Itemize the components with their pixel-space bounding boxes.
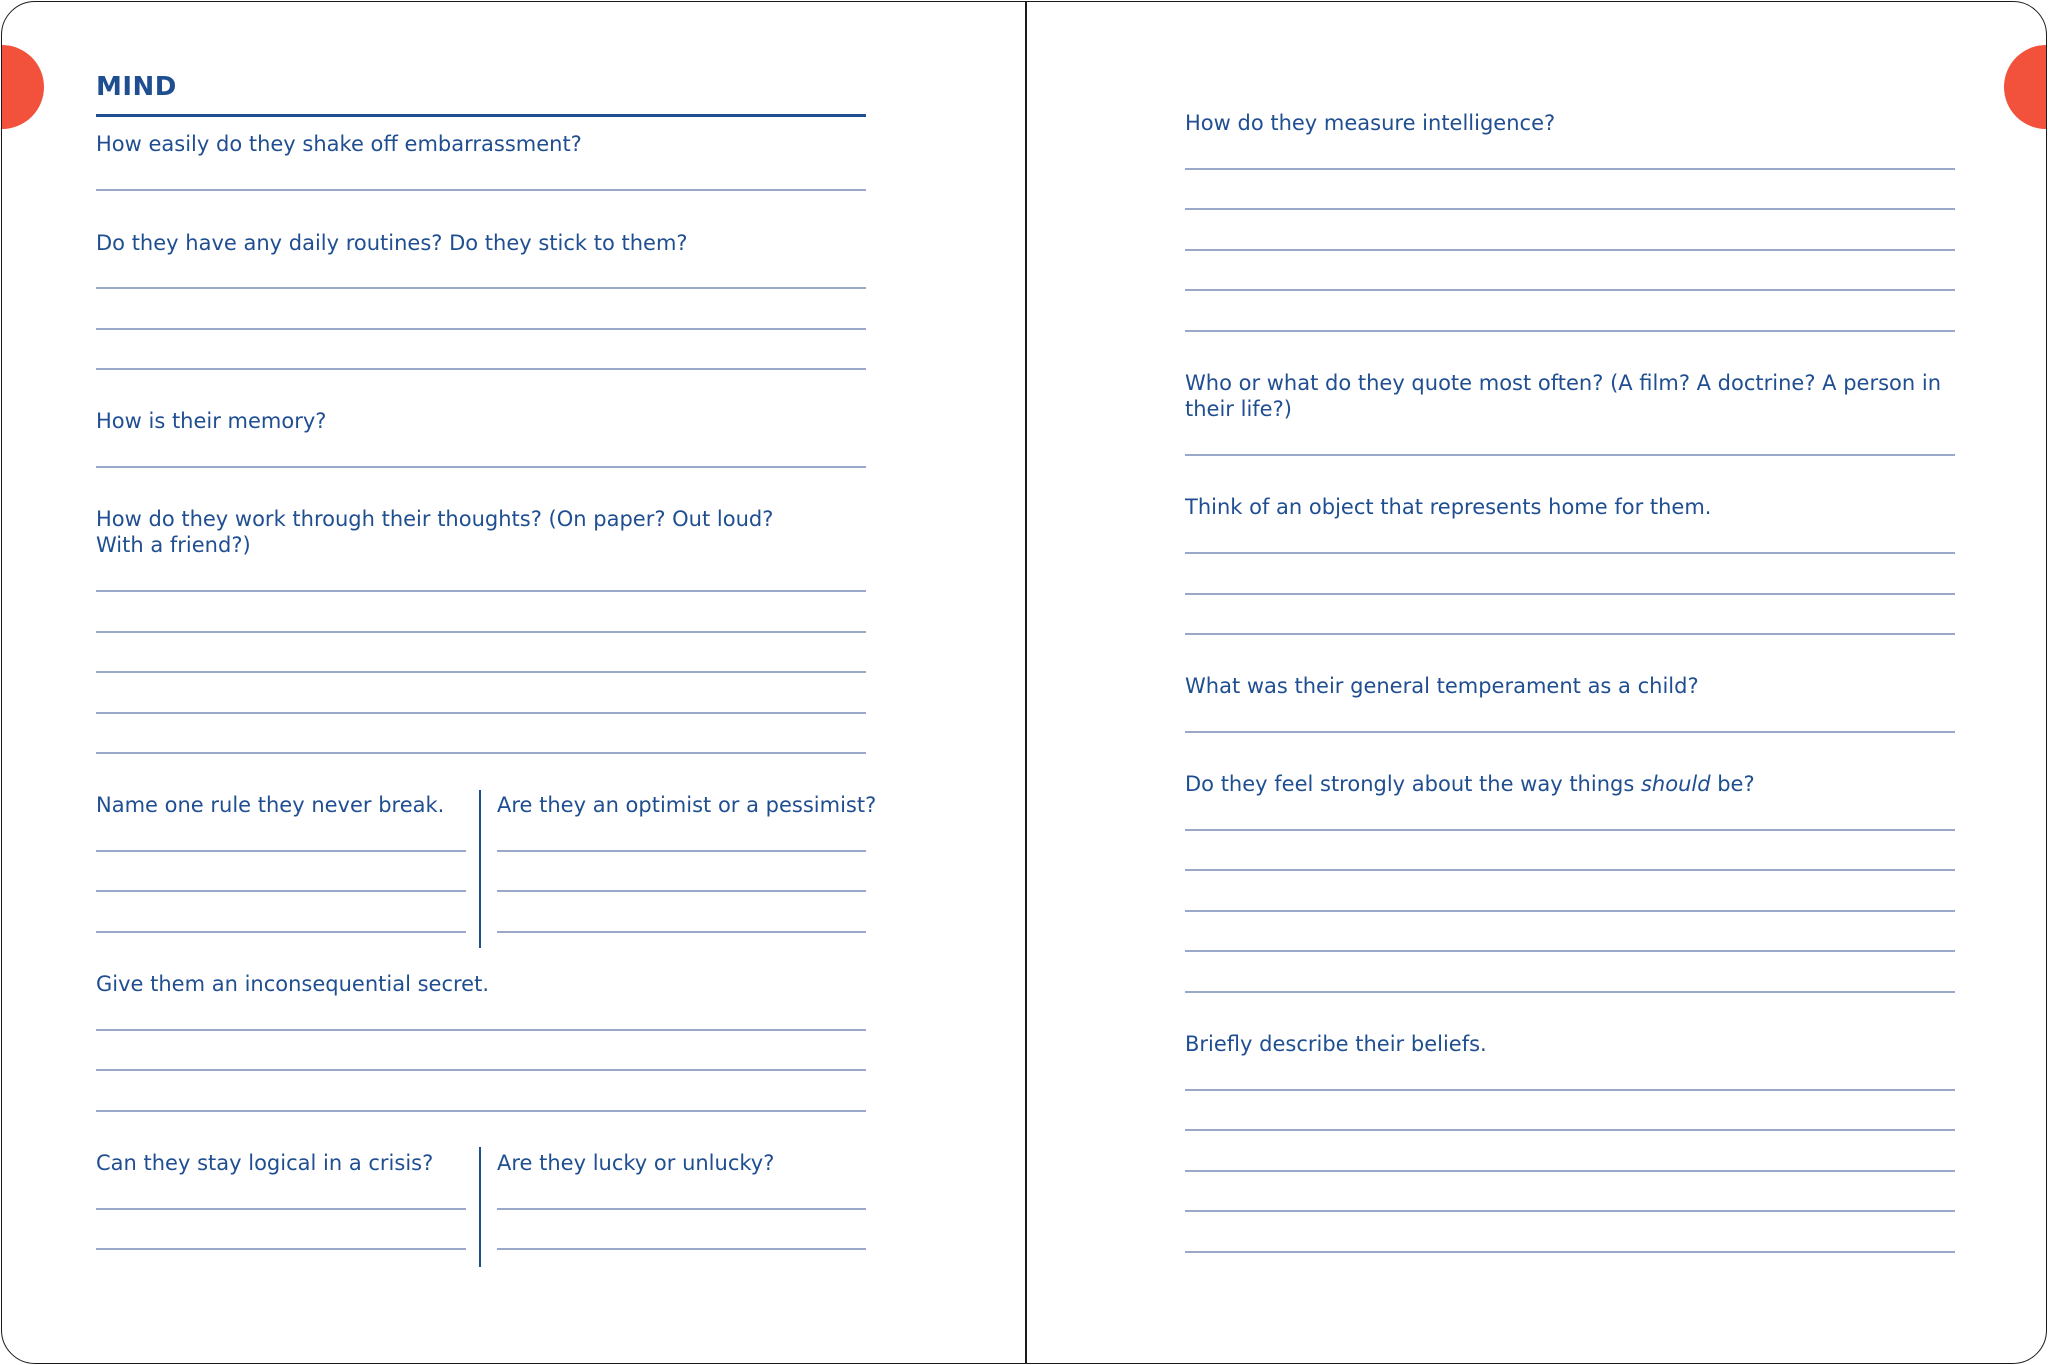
answer-line[interactable] xyxy=(1185,330,1955,332)
answer-line[interactable] xyxy=(1185,731,1955,733)
question-quote-most-often: Who or what do they quote most often? (A film? A doctrine? A person in their life?) xyxy=(1185,371,1941,421)
answer-line[interactable] xyxy=(1185,168,1955,170)
question-feel-strongly-end: be? xyxy=(1710,772,1755,796)
answer-line[interactable] xyxy=(1185,1210,1955,1212)
question-feel-strongly-start: Do they feel strongly about the way things xyxy=(1185,772,1641,796)
section-title: MIND xyxy=(96,72,177,102)
column-divider xyxy=(479,1147,481,1267)
answer-line[interactable] xyxy=(96,631,866,633)
answer-line[interactable] xyxy=(96,189,866,191)
question-optimist-pessimist: Are they an optimist or a pessimist? xyxy=(497,793,877,817)
question-measure-intelligence: How do they measure intelligence? xyxy=(1185,111,1556,135)
right-page-tab-marker xyxy=(2004,45,2047,129)
answer-line[interactable] xyxy=(1185,593,1955,595)
answer-line[interactable] xyxy=(96,1029,866,1031)
answer-line[interactable] xyxy=(96,1248,466,1250)
answer-line[interactable] xyxy=(1185,249,1955,251)
answer-line[interactable] xyxy=(1185,454,1955,456)
question-logical-in-crisis: Can they stay logical in a crisis? xyxy=(96,1151,434,1175)
question-lucky-unlucky: Are they lucky or unlucky? xyxy=(497,1151,775,1175)
answer-line[interactable] xyxy=(96,328,866,330)
question-memory: How is their memory? xyxy=(96,409,327,433)
answer-line[interactable] xyxy=(96,287,866,289)
question-feel-strongly-emphasis: should xyxy=(1640,772,1711,796)
answer-line[interactable] xyxy=(1185,1129,1955,1131)
answer-line[interactable] xyxy=(1185,869,1955,871)
answer-line[interactable] xyxy=(497,1248,866,1250)
answer-line[interactable] xyxy=(1185,1170,1955,1172)
column-divider xyxy=(479,790,481,948)
question-temperament-child: What was their general temperament as a child? xyxy=(1185,674,1699,698)
answer-line[interactable] xyxy=(1185,950,1955,952)
answer-line[interactable] xyxy=(1185,991,1955,993)
answer-line[interactable] xyxy=(497,931,866,933)
answer-line[interactable] xyxy=(96,466,866,468)
question-work-through-thoughts: How do they work through their thoughts? (On paper? Out loud? With a friend?) xyxy=(96,507,774,557)
answer-line[interactable] xyxy=(1185,1251,1955,1253)
answer-line[interactable] xyxy=(96,1208,466,1210)
answer-line[interactable] xyxy=(96,1069,866,1071)
answer-line[interactable] xyxy=(96,712,866,714)
answer-line[interactable] xyxy=(96,752,866,754)
question-describe-beliefs: Briefly describe their beliefs. xyxy=(1185,1032,1487,1056)
answer-line[interactable] xyxy=(1185,1089,1955,1091)
answer-line[interactable] xyxy=(497,1208,866,1210)
left-page-tab-marker xyxy=(1,45,44,129)
question-embarrassment: How easily do they shake off embarrassment? xyxy=(96,132,582,156)
answer-line[interactable] xyxy=(96,1110,866,1112)
answer-line[interactable] xyxy=(497,850,866,852)
answer-line[interactable] xyxy=(96,590,866,592)
answer-line[interactable] xyxy=(1185,208,1955,210)
answer-line[interactable] xyxy=(1185,552,1955,554)
answer-line[interactable] xyxy=(497,890,866,892)
question-rule-never-break: Name one rule they never break. xyxy=(96,793,445,817)
answer-line[interactable] xyxy=(1185,289,1955,291)
answer-line[interactable] xyxy=(96,850,466,852)
answer-line[interactable] xyxy=(96,368,866,370)
section-title-rule xyxy=(96,114,866,117)
question-feel-strongly xyxy=(1185,771,1955,797)
answer-line[interactable] xyxy=(1185,633,1955,635)
answer-line[interactable] xyxy=(96,931,466,933)
page-gutter xyxy=(1025,2,1027,1363)
answer-line[interactable] xyxy=(96,890,466,892)
question-object-home: Think of an object that represents home for them. xyxy=(1185,495,1712,519)
question-inconsequential-secret: Give them an inconsequential secret. xyxy=(96,972,490,996)
answer-line[interactable] xyxy=(96,671,866,673)
question-daily-routines: Do they have any daily routines? Do they stick to them? xyxy=(96,231,688,255)
answer-line[interactable] xyxy=(1185,829,1955,831)
answer-line[interactable] xyxy=(1185,910,1955,912)
notebook-spread xyxy=(1,1,2047,1364)
